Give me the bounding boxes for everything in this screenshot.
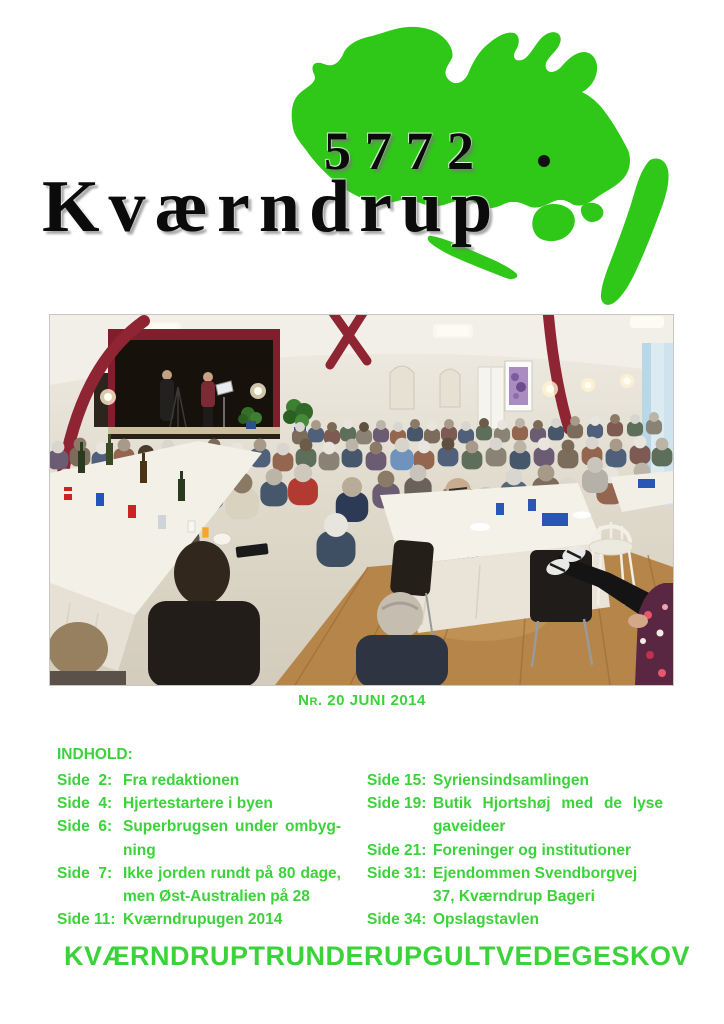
toc-entry <box>57 769 341 792</box>
village-name-trunderup: TRUNDERUP <box>248 941 423 971</box>
framed-picture <box>505 361 532 411</box>
toc-page-label: Side 31: <box>367 864 427 882</box>
toc-page-label: Side 2: <box>57 772 113 789</box>
toc-entry <box>57 885 341 908</box>
toc-entry-title: Kværndrupugen 2014 <box>123 911 283 929</box>
town-name-title: Kværndrup <box>42 166 502 248</box>
toc-entry-title: Ikke jorden rundt på 80 dage, <box>123 864 341 882</box>
small-island <box>581 203 604 222</box>
toc-entry-title: Ejendommen Svendborgvej <box>433 864 638 882</box>
toc-entry-title: 37, Kværndrup Bageri <box>433 888 595 906</box>
village-name-egeskov: EGESKOV <box>553 941 691 971</box>
toc-page-label: Side 11: <box>57 911 116 929</box>
kvaerndrup-location-dot <box>538 155 550 167</box>
toc-entry <box>367 815 663 838</box>
toc-entry <box>57 792 341 815</box>
village-name-gultved: GULTVED <box>422 941 554 971</box>
toc-page-label: Side 4: <box>57 795 113 813</box>
toc-page-label: Side 21: <box>367 841 427 859</box>
toc-column-left <box>57 769 341 931</box>
toc-page-label: Side 19: <box>367 795 427 813</box>
issue-caption <box>0 692 724 709</box>
toc-entry-title: Butik Hjortshøj med de lyse <box>433 795 663 813</box>
toc-page-label: Side 6: <box>57 818 113 836</box>
toc-entry <box>367 862 663 885</box>
toc-page-label <box>57 839 123 862</box>
toc-entry-title: Opslagstavlen <box>433 911 539 929</box>
toc-entry <box>367 885 663 908</box>
toc-page-label <box>57 885 123 908</box>
toc-entry <box>367 908 663 931</box>
issue-date: 20 JUNI 2014 <box>322 692 426 709</box>
toc-entry <box>367 769 663 792</box>
toc-entry <box>57 839 341 862</box>
toc-page-label <box>367 885 433 908</box>
toc-entry <box>57 862 341 885</box>
toc-entry-title: Hjertestartere i byen <box>123 795 273 813</box>
village-names-footer <box>64 941 691 972</box>
toc-entry-title: gaveideer <box>433 818 506 836</box>
village-name-kvaerndrup: KVÆRNDRUP <box>64 941 249 971</box>
islet <box>505 192 519 202</box>
toc-entry-title: Superbrugsen under ombyg- <box>123 818 341 836</box>
toc-heading: INDHOLD: <box>57 746 133 763</box>
toc-entry-title: Fra redaktionen <box>123 772 240 789</box>
toc-entry-title: men Øst-Australien på 28 <box>123 888 310 906</box>
cover-photo <box>50 315 673 685</box>
toc-entry <box>57 815 341 838</box>
toc-page-label <box>367 815 433 838</box>
toc-entry-title: Syriensindsamlingen <box>433 772 589 789</box>
toc-entry-title: ning <box>123 841 156 859</box>
toc-page-label: Side 15: <box>367 772 427 789</box>
masthead <box>0 0 724 315</box>
toc-entry-title: Foreninger og institutioner <box>433 841 632 859</box>
toc-page-label: Side 34: <box>367 911 427 929</box>
toc-entry <box>57 908 341 931</box>
issue-number-prefix: Nr. <box>298 692 323 709</box>
toc-entry <box>367 792 663 815</box>
toc-page-label: Side 7: <box>57 864 113 882</box>
toc-column-right <box>367 769 663 931</box>
toc-entry <box>367 839 663 862</box>
taasinge-island <box>532 204 575 241</box>
postal-code: 5772 <box>324 121 488 181</box>
